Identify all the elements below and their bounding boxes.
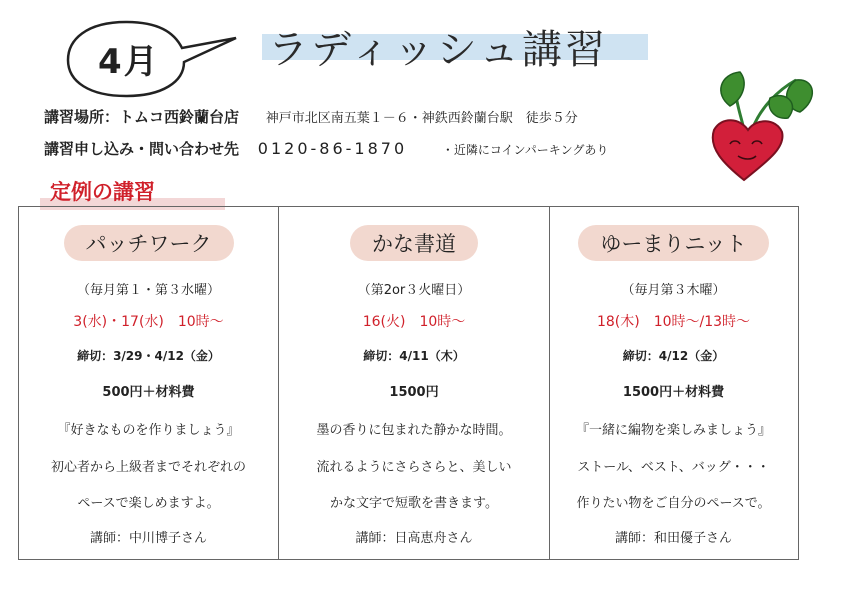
course-price: 500円＋材料費 xyxy=(102,385,195,400)
course-column xyxy=(549,207,798,559)
course-teacher: 講師：日高恵舟さん xyxy=(355,531,473,546)
course-dates: 16(火) 10時～ xyxy=(362,314,466,330)
course-schedule: （第2or３火曜日） xyxy=(357,283,471,298)
course-schedule: （毎月第１・第３水曜） xyxy=(76,283,220,298)
course-name: パッチワーク xyxy=(64,225,234,261)
phone-number: 0120-86-1870 xyxy=(257,139,408,158)
course-description: 初心者から上級者までそれぞれの xyxy=(50,460,246,475)
course-name: ゆーまりニット xyxy=(578,225,768,261)
month-label: 4月 xyxy=(98,42,160,82)
course-deadline: 締切：4/12（金） xyxy=(622,349,725,363)
course-dates: 3(水)・17(水) 10時～ xyxy=(73,314,224,330)
parking-note: ・近隣にコインパーキングあり xyxy=(441,143,609,157)
page-title: ラディッシュ講習 xyxy=(268,27,608,73)
course-column xyxy=(19,207,278,559)
course-deadline: 締切：3/29・4/12（金） xyxy=(77,349,220,363)
course-price: 1500円 xyxy=(389,385,439,400)
course-teacher: 講師：中川博子さん xyxy=(89,531,207,546)
course-description: 作りたい物をご自分のペースで。 xyxy=(576,496,771,511)
course-description: 墨の香りに包まれた静かな時間。 xyxy=(316,423,512,438)
info-row-contact xyxy=(44,138,608,159)
info-row-place xyxy=(44,106,578,127)
course-description: 『一緒に編物を楽しみましょう』 xyxy=(575,423,771,438)
course-column xyxy=(278,207,550,559)
apply-label: 講習申し込み・問い合わせ先 xyxy=(44,140,240,158)
course-description: 流れるようにさらさらと、美しい xyxy=(316,460,512,475)
place-label: 講習場所：トムコ西鈴蘭台店 xyxy=(44,108,240,126)
course-deadline: 締切：4/11（木） xyxy=(363,349,465,363)
course-description: 『好きなものを作りましょう』 xyxy=(57,423,240,438)
course-price: 1500円＋材料費 xyxy=(622,385,725,400)
course-teacher: 講師：和田優子さん xyxy=(614,531,732,546)
month-speech-bubble xyxy=(66,8,256,104)
course-description: ストール、ベスト、バッグ・・・ xyxy=(577,460,770,475)
course-description: かな文字で短歌を書きます。 xyxy=(330,496,498,511)
course-name: かな書道 xyxy=(350,225,478,261)
section-title: 定例の講習 xyxy=(50,180,155,204)
radish-illustration xyxy=(700,60,820,190)
courses-table xyxy=(18,206,799,560)
course-dates: 18(木) 10時～/13時～ xyxy=(596,314,751,330)
course-schedule: （毎月第３木曜） xyxy=(621,283,726,298)
address-text: 神戸市北区南五葉１－６・神鉄西鈴蘭台駅 徒歩５分 xyxy=(265,111,578,126)
course-description: ペースで楽しめますよ。 xyxy=(77,496,220,511)
